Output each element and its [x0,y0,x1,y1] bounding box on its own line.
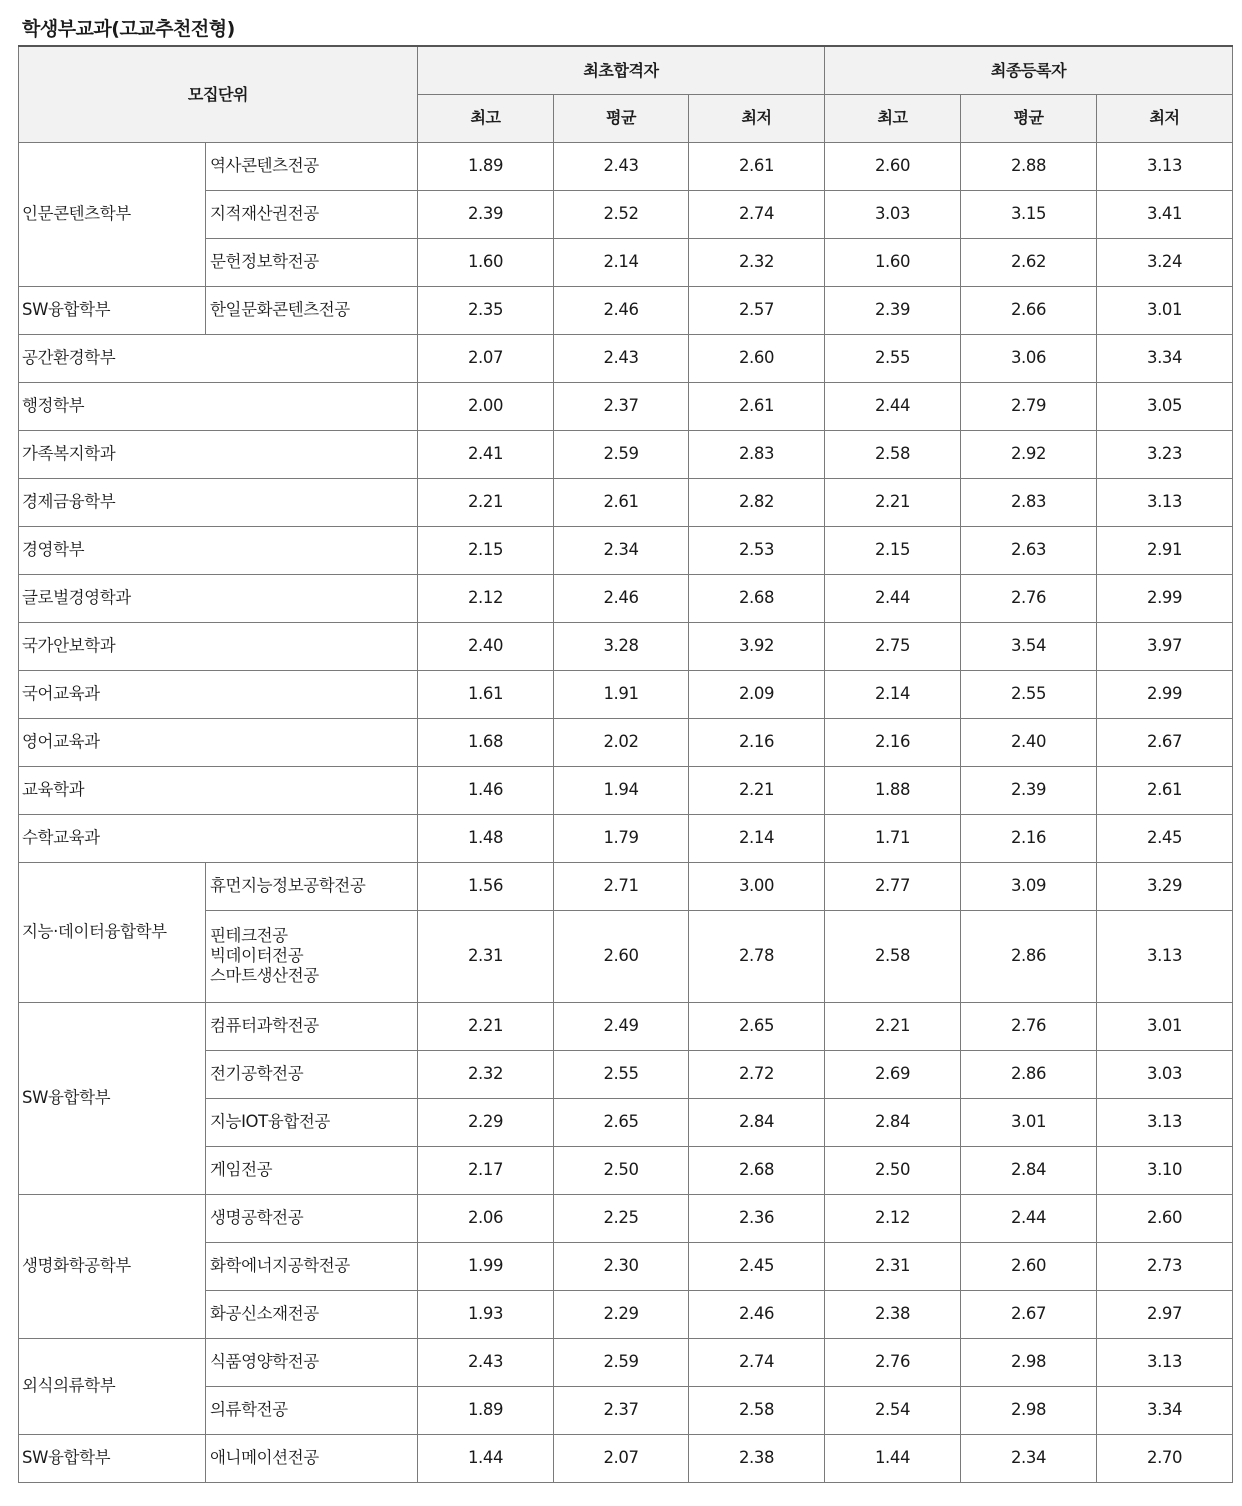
value-cell: 2.50 [554,1146,689,1194]
value-cell: 1.44 [825,1434,961,1482]
unit-cell: 외식의류학부 [19,1338,206,1434]
major-cell [206,1146,418,1194]
table-row [19,430,1233,478]
table-row [19,478,1233,526]
major-cell [206,1242,418,1290]
value-cell: 2.88 [961,142,1097,190]
value-cell: 2.45 [689,1242,825,1290]
unit-cell: SW융합학부 [19,1434,206,1482]
value-cell: 2.45 [1097,814,1233,862]
value-cell: 2.61 [1097,766,1233,814]
value-cell: 2.02 [554,718,689,766]
value-cell: 2.54 [825,1386,961,1434]
value-cell: 2.59 [554,1338,689,1386]
unit-cell: SW융합학부 [19,1002,206,1194]
value-cell: 2.84 [689,1098,825,1146]
value-cell: 3.10 [1097,1146,1233,1194]
value-cell: 2.21 [825,1002,961,1050]
major-cell [206,1386,418,1434]
value-cell: 2.15 [825,526,961,574]
value-cell: 2.46 [689,1290,825,1338]
value-cell: 3.23 [1097,430,1233,478]
unit-cell: 지능·데이터융합학부 [19,862,206,1002]
unit-cell: 국어교육과 [19,670,418,718]
header-col-avg: 평균 [961,94,1097,142]
value-cell: 2.53 [689,526,825,574]
value-cell: 2.71 [554,862,689,910]
value-cell: 3.41 [1097,190,1233,238]
table-row [19,814,1233,862]
value-cell: 3.97 [1097,622,1233,670]
value-cell: 2.58 [825,910,961,1002]
value-cell: 2.52 [554,190,689,238]
value-cell: 1.48 [418,814,554,862]
value-cell: 2.84 [825,1098,961,1146]
table-row [19,526,1233,574]
value-cell: 2.60 [554,910,689,1002]
value-cell: 2.60 [825,142,961,190]
unit-cell: 가족복지학과 [19,430,418,478]
value-cell: 2.07 [418,334,554,382]
value-cell: 2.30 [554,1242,689,1290]
value-cell: 2.31 [825,1242,961,1290]
header-col-min: 최저 [1097,94,1233,142]
major-cell [206,910,418,1002]
header-col-max: 최고 [825,94,961,142]
major-name: 빅데이터전공 [210,946,304,966]
header-final-registered: 최종등록자 [825,46,1233,94]
value-cell: 2.61 [554,478,689,526]
unit-cell: 경제금융학부 [19,478,418,526]
major-cell [206,1194,418,1242]
value-cell: 2.58 [689,1386,825,1434]
unit-cell: 교육학과 [19,766,418,814]
value-cell: 2.17 [418,1146,554,1194]
major-name: 게임전공 [210,1160,273,1180]
value-cell: 2.37 [554,382,689,430]
value-cell: 2.58 [825,430,961,478]
value-cell: 2.86 [961,910,1097,1002]
table-row [19,286,1233,334]
table-row [19,670,1233,718]
value-cell: 1.79 [554,814,689,862]
value-cell: 2.14 [825,670,961,718]
value-cell: 2.36 [689,1194,825,1242]
value-cell: 3.34 [1097,334,1233,382]
value-cell: 2.21 [689,766,825,814]
value-cell: 2.46 [554,574,689,622]
value-cell: 2.65 [554,1098,689,1146]
value-cell: 2.69 [825,1050,961,1098]
value-cell: 2.46 [554,286,689,334]
table-row [19,382,1233,430]
major-cell [206,1434,418,1482]
value-cell: 2.07 [554,1434,689,1482]
value-cell: 2.44 [825,382,961,430]
value-cell: 2.39 [961,766,1097,814]
value-cell: 2.70 [1097,1434,1233,1482]
value-cell: 2.40 [961,718,1097,766]
value-cell: 2.55 [825,334,961,382]
major-name: 화학에너지공학전공 [210,1256,350,1276]
value-cell: 2.39 [418,190,554,238]
value-cell: 2.83 [961,478,1097,526]
value-cell: 2.73 [1097,1242,1233,1290]
value-cell: 2.68 [689,1146,825,1194]
value-cell: 3.15 [961,190,1097,238]
major-name: 화공신소재전공 [210,1304,319,1324]
value-cell: 2.09 [689,670,825,718]
table-row [19,1434,1233,1482]
value-cell: 3.29 [1097,862,1233,910]
value-cell: 2.44 [961,1194,1097,1242]
major-name: 지적재산권전공 [210,204,319,224]
unit-cell: 생명화학공학부 [19,1194,206,1338]
unit-cell: 영어교육과 [19,718,418,766]
value-cell: 3.54 [961,622,1097,670]
value-cell: 2.74 [689,190,825,238]
value-cell: 2.29 [418,1098,554,1146]
major-cell [206,1338,418,1386]
value-cell: 1.89 [418,1386,554,1434]
value-cell: 2.43 [418,1338,554,1386]
major-name: 컴퓨터과학전공 [210,1016,319,1036]
unit-cell: 수학교육과 [19,814,418,862]
major-name: 전기공학전공 [210,1064,304,1084]
unit-cell: 국가안보학과 [19,622,418,670]
value-cell: 2.37 [554,1386,689,1434]
value-cell: 1.68 [418,718,554,766]
header-col-max: 최고 [418,94,554,142]
value-cell: 2.34 [554,526,689,574]
value-cell: 3.06 [961,334,1097,382]
value-cell: 1.93 [418,1290,554,1338]
value-cell: 3.92 [689,622,825,670]
unit-cell: SW융합학부 [19,286,206,334]
value-cell: 3.03 [825,190,961,238]
major-cell [206,238,418,286]
value-cell: 3.24 [1097,238,1233,286]
value-cell: 3.13 [1097,478,1233,526]
value-cell: 3.28 [554,622,689,670]
value-cell: 2.62 [961,238,1097,286]
value-cell: 1.91 [554,670,689,718]
value-cell: 3.13 [1097,910,1233,1002]
value-cell: 3.00 [689,862,825,910]
unit-cell: 경영학부 [19,526,418,574]
major-name: 식품영양학전공 [210,1352,319,1372]
value-cell: 2.60 [689,334,825,382]
table-body [19,142,1233,1482]
value-cell: 2.99 [1097,670,1233,718]
value-cell: 1.61 [418,670,554,718]
major-cell [206,1002,418,1050]
value-cell: 2.39 [825,286,961,334]
value-cell: 2.44 [825,574,961,622]
value-cell: 2.21 [418,1002,554,1050]
value-cell: 2.60 [961,1242,1097,1290]
table-row [19,622,1233,670]
value-cell: 1.88 [825,766,961,814]
unit-cell: 인문콘텐츠학부 [19,142,206,286]
value-cell: 3.01 [1097,1002,1233,1050]
value-cell: 2.16 [689,718,825,766]
value-cell: 2.29 [554,1290,689,1338]
major-cell [206,1290,418,1338]
value-cell: 2.21 [418,478,554,526]
table-row [19,142,1233,190]
value-cell: 2.65 [689,1002,825,1050]
table-row [19,1194,1233,1242]
major-cell [206,286,418,334]
value-cell: 1.56 [418,862,554,910]
major-name: 한일문화콘텐츠전공 [210,300,350,320]
value-cell: 2.75 [825,622,961,670]
value-cell: 2.35 [418,286,554,334]
unit-cell: 행정학부 [19,382,418,430]
value-cell: 2.98 [961,1338,1097,1386]
value-cell: 1.89 [418,142,554,190]
page-title: 학생부교과(고교추천전형) [22,18,235,40]
major-name: 지능IOT융합전공 [210,1112,330,1132]
value-cell: 2.67 [961,1290,1097,1338]
table-row [19,1002,1233,1050]
header-col-avg: 평균 [554,94,689,142]
value-cell: 2.61 [689,382,825,430]
major-name: 문헌정보학전공 [210,252,319,272]
major-name: 역사콘텐츠전공 [210,156,319,176]
major-name: 생명공학전공 [210,1208,304,1228]
value-cell: 2.12 [418,574,554,622]
value-cell: 2.97 [1097,1290,1233,1338]
value-cell: 2.16 [961,814,1097,862]
value-cell: 3.01 [961,1098,1097,1146]
value-cell: 2.91 [1097,526,1233,574]
header-first-admitted: 최초합격자 [418,46,825,94]
value-cell: 3.05 [1097,382,1233,430]
value-cell: 2.60 [1097,1194,1233,1242]
table-header [19,46,1233,142]
value-cell: 2.16 [825,718,961,766]
major-cell [206,862,418,910]
value-cell: 2.38 [689,1434,825,1482]
table-row [19,1338,1233,1386]
value-cell: 2.76 [825,1338,961,1386]
value-cell: 2.21 [825,478,961,526]
table-row [19,718,1233,766]
major-cell [206,190,418,238]
value-cell: 1.44 [418,1434,554,1482]
value-cell: 2.06 [418,1194,554,1242]
value-cell: 3.13 [1097,1098,1233,1146]
major-name: 휴먼지능정보공학전공 [210,876,366,896]
value-cell: 2.50 [825,1146,961,1194]
value-cell: 2.32 [418,1050,554,1098]
value-cell: 3.01 [1097,286,1233,334]
value-cell: 2.79 [961,382,1097,430]
value-cell: 1.60 [418,238,554,286]
value-cell: 2.40 [418,622,554,670]
major-name: 애니메이션전공 [210,1448,319,1468]
value-cell: 2.61 [689,142,825,190]
value-cell: 2.14 [689,814,825,862]
value-cell: 2.34 [961,1434,1097,1482]
table-row [19,766,1233,814]
major-name: 핀테크전공 [210,926,288,946]
unit-cell: 공간환경학부 [19,334,418,382]
table-row [19,334,1233,382]
value-cell: 2.83 [689,430,825,478]
value-cell: 2.67 [1097,718,1233,766]
table-row [19,574,1233,622]
value-cell: 2.57 [689,286,825,334]
major-cell [206,142,418,190]
value-cell: 2.32 [689,238,825,286]
value-cell: 2.98 [961,1386,1097,1434]
value-cell: 2.99 [1097,574,1233,622]
value-cell: 2.00 [418,382,554,430]
value-cell: 1.60 [825,238,961,286]
value-cell: 3.13 [1097,142,1233,190]
value-cell: 2.14 [554,238,689,286]
major-name: 의류학전공 [210,1400,288,1420]
header-unit: 모집단위 [19,46,418,142]
value-cell: 2.41 [418,430,554,478]
header-col-min: 최저 [689,94,825,142]
value-cell: 3.09 [961,862,1097,910]
value-cell: 2.55 [554,1050,689,1098]
value-cell: 2.63 [961,526,1097,574]
value-cell: 2.78 [689,910,825,1002]
table-row [19,862,1233,910]
value-cell: 2.25 [554,1194,689,1242]
value-cell: 1.71 [825,814,961,862]
value-cell: 2.12 [825,1194,961,1242]
value-cell: 2.31 [418,910,554,1002]
value-cell: 3.34 [1097,1386,1233,1434]
value-cell: 2.66 [961,286,1097,334]
major-cell [206,1098,418,1146]
value-cell: 2.68 [689,574,825,622]
value-cell: 1.99 [418,1242,554,1290]
value-cell: 3.13 [1097,1338,1233,1386]
value-cell: 2.92 [961,430,1097,478]
value-cell: 2.43 [554,142,689,190]
unit-cell: 글로벌경영학과 [19,574,418,622]
value-cell: 2.55 [961,670,1097,718]
value-cell: 2.82 [689,478,825,526]
value-cell: 1.46 [418,766,554,814]
value-cell: 2.43 [554,334,689,382]
major-name: 스마트생산전공 [210,965,319,985]
results-table [18,45,1233,1483]
value-cell: 3.03 [1097,1050,1233,1098]
value-cell: 2.76 [961,574,1097,622]
value-cell: 2.84 [961,1146,1097,1194]
value-cell: 2.49 [554,1002,689,1050]
value-cell: 2.77 [825,862,961,910]
value-cell: 2.72 [689,1050,825,1098]
value-cell: 2.15 [418,526,554,574]
value-cell: 2.59 [554,430,689,478]
value-cell: 1.94 [554,766,689,814]
value-cell: 2.74 [689,1338,825,1386]
value-cell: 2.86 [961,1050,1097,1098]
value-cell: 2.76 [961,1002,1097,1050]
value-cell: 2.38 [825,1290,961,1338]
major-cell [206,1050,418,1098]
